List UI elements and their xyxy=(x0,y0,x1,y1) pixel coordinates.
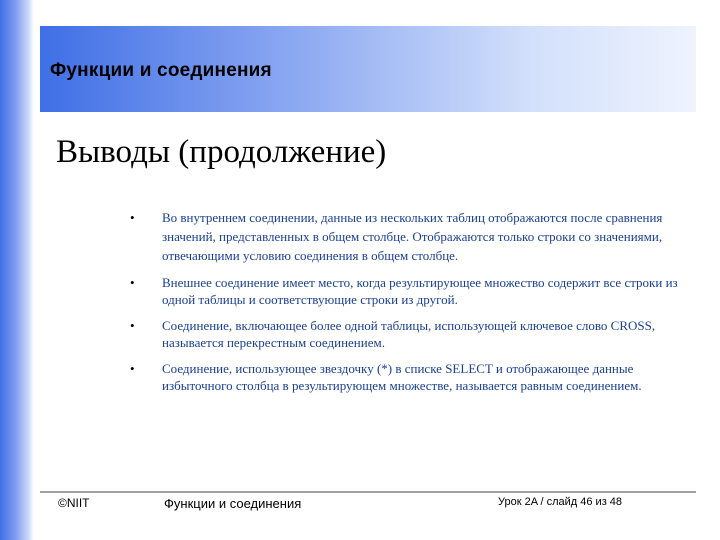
left-gradient-bar xyxy=(0,0,34,540)
header-title: Функции и соединения xyxy=(50,60,272,81)
bullet-text-1: Во внутреннем соединении, данные из нескольких таблиц отображаются после сравнения значений, представленных в общем столбце. Отображаются только строки со значениями, отвечающими условию соединения в общем столбце. xyxy=(162,210,663,263)
footer-slide-info: Урок 2A / слайд 46 из 48 xyxy=(498,496,623,508)
bullet-item-1 xyxy=(130,208,686,265)
bullet-dot-icon: • xyxy=(130,361,135,376)
bullet-item-3 xyxy=(130,317,686,351)
footer-center-title: Функции и соединения xyxy=(164,496,302,511)
bullet-item-4 xyxy=(130,360,686,394)
bullet-text-4: Соединение, использующее звездочку (*) в списке SELECT и отображающее данные избыточного столбца в результирующем множестве, называется равным соединением. xyxy=(162,361,642,393)
bullet-item-2 xyxy=(130,274,686,308)
bullet-dot-icon: • xyxy=(130,210,135,225)
bullet-list xyxy=(130,208,686,403)
bullet-text-2: Внешнее соединение имеет место, когда результирующее множество содержит все строки из одной таблицы и соответствующие строки из другой. xyxy=(162,275,678,307)
bullet-text-3: Соединение, включающее более одной таблицы, использующей ключевое слово CROSS, называется перекрестным соединением. xyxy=(162,318,656,350)
header-band xyxy=(40,26,696,112)
bullet-dot-icon: • xyxy=(130,275,135,290)
footer-divider xyxy=(40,491,696,493)
slide-title: Выводы (продолжение) xyxy=(56,134,387,170)
footer-copyright: ©NIIT xyxy=(58,496,90,510)
bullet-dot-icon: • xyxy=(130,318,135,333)
